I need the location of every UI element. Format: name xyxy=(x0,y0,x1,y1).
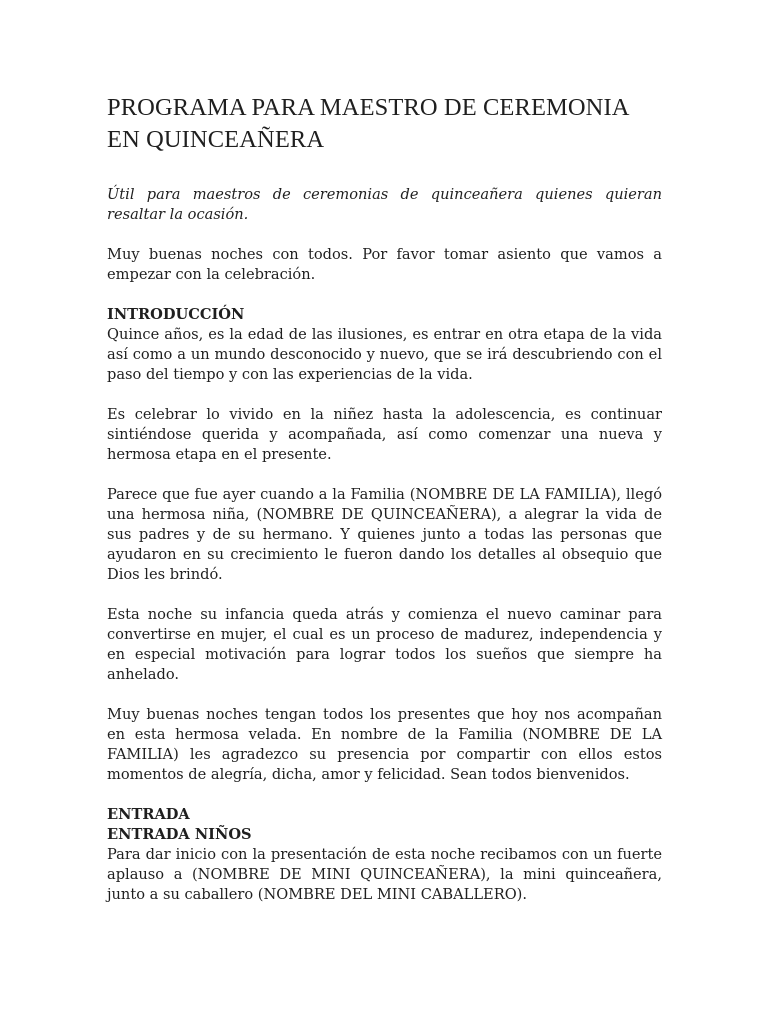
entrance-paragraph: Para dar inicio con la presentación de esta noche recibamos con un fuerte aplauso a (NOMBRE DE MINI QUINCEAÑERA), la mini quinceañera, junto a su caballero (NOMBRE DEL MINI CABALLERO). xyxy=(107,846,662,903)
opening-paragraph: Muy buenas noches con todos. Por favor tomar asiento que vamos a empezar con la celebración. xyxy=(107,246,662,283)
intro-paragraph-1: Quince años, es la edad de las ilusiones, es entrar en otra etapa de la vida así como a un mundo desconocido y nuevo, que se irá descubriendo con el paso del tiempo y con las experiencias de la vida. xyxy=(107,326,662,383)
document-page xyxy=(107,92,662,925)
introduction-heading: INTRODUCCIÓN xyxy=(107,306,245,323)
intro-paragraph-5: Muy buenas noches tengan todos los presentes que hoy nos acompañan en esta hermosa velada. En nombre de la Familia (NOMBRE DE LA FAMILIA) les agradezco su presencia por compartir con ellos estos momentos de alegría, dicha, amor y felicidad. Sean todos bienvenidos. xyxy=(107,706,662,783)
entrance-section xyxy=(107,805,662,905)
intro-paragraph-2: Es celebrar lo vivido en la niñez hasta la adolescencia, es continuar sintiéndose querida y acompañada, así como comenzar una nueva y hermosa etapa en el presente. xyxy=(107,406,662,463)
document-subtitle: Útil para maestros de ceremonias de quinceañera quienes quieran resaltar la ocasión. xyxy=(107,186,662,223)
introduction-section xyxy=(107,305,662,385)
document-title: PROGRAMA PARA MAESTRO DE CEREMONIA EN QUINCEAÑERA xyxy=(107,94,629,153)
intro-paragraph-3: Parece que fue ayer cuando a la Familia (NOMBRE DE LA FAMILIA), llegó una hermosa niña, (NOMBRE DE QUINCEAÑERA), a alegrar la vida de sus padres y de su hermano. Y quienes junto a todas las personas que ayudaron en su crecimiento le fueron dando los detalles al obsequio que Dios les brindó. xyxy=(107,486,662,583)
intro-paragraph-4: Esta noche su infancia queda atrás y comienza el nuevo caminar para convertirse en mujer, el cual es un proceso de madurez, independencia y en especial motivación para lograr todos los sueños que siempre ha anhelado. xyxy=(107,606,662,683)
entrance-heading: ENTRADA xyxy=(107,806,190,823)
entrance-subheading: ENTRADA NIÑOS xyxy=(107,826,252,843)
